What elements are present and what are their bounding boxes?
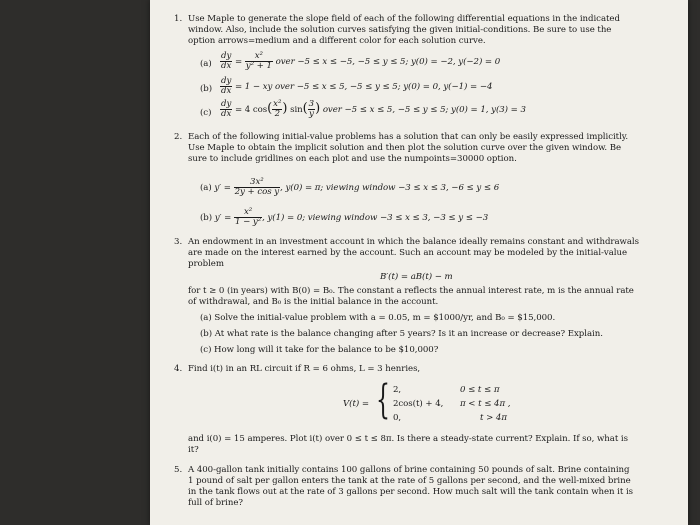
q4-piecewise-brace: { <box>376 377 390 423</box>
q1b-label: (b) <box>200 84 213 94</box>
q2-number: 2. <box>174 132 183 142</box>
q1b-equation: $\frac{dy}{dx}$ = 1 − xy over −5 ≤ x ≤ 5, −5 ≤ y ≤ 5; y(0) = 0, y(−1) = −4 <box>221 76 493 96</box>
q4-case2-value: 2cos(t) + 4, <box>393 399 444 409</box>
q1a-conditions: over −5 ≤ x ≤ −5, −5 ≤ y ≤ 5; y(0) = −2, y(−2) = 0 <box>275 57 501 67</box>
q1b-conditions: = 1 − xy over −5 ≤ x ≤ 5, −5 ≤ y ≤ 5; y(0) = 0, y(−1) = −4 <box>234 82 493 92</box>
q3-line1: An endowment in an investment account in which the balance ideally remains constant and withdrawals <box>188 237 639 247</box>
q5-line3: in the tank flows out at the rate of 3 gallons per second. How much salt will the tank contain when it is <box>188 487 634 497</box>
q4-line1: Find i(t) in an RL circuit if R = 6 ohms, L = 3 henries, <box>188 364 421 374</box>
q4-line3: it? <box>188 445 199 455</box>
q3-line4: for t ≥ 0 (in years) with B(0) = B₀. The constant a reflects the annual interest rate, m is the annual rate <box>188 286 634 296</box>
q3-part-a: (a) Solve the initial-value problem with a = 0.05, m = $1000/yr, and B₀ = $15,000. <box>200 313 556 323</box>
q3-part-c: (c) How long will it take for the balance to be $10,000? <box>200 345 439 355</box>
q4-case3-value: 0, <box>393 413 402 423</box>
q5-line2: 1 pound of salt per gallon enters the tank at the rate of 5 gallons per second, and the well-mixed brine <box>188 476 631 486</box>
q1-line1: Use Maple to generate the slope field of each of the following differential equations in the indicated <box>188 14 620 24</box>
q1a-lhs-fraction: $\frac{dy}{dx}$ <box>221 51 232 71</box>
q2a-equation: (a) y′ = $\frac{\text{3x²}}{\text{2y + cos y}}$ , y(0) = π; viewing window −3 ≤ x ≤ 3, −6 ≤ y ≤ 6 <box>200 177 500 197</box>
q2b-conditions: , y(1) = 0; viewing window −3 ≤ x ≤ 3, −3 ≤ y ≤ −3 <box>262 213 489 223</box>
q1c-label: (c) <box>200 108 212 118</box>
q2-line1: Each of the following initial-value problems has a solution that can only be easily expressed implicitly. <box>188 132 629 142</box>
q1-line2: window. Also, include the solution curves satisfying the given initial-conditions. Be sure to use the <box>188 25 612 35</box>
q3-line2: are made on the interest earned by the account. Such an account may be modeled by the initial-value <box>188 248 627 258</box>
q1a-label: (a) <box>200 59 212 69</box>
q1c-equation: $\frac{dy}{dx}$ = 4 cos( $\frac{\text{x²}}{2}$ ) sin( $\frac{3}{y}$ ) over −5 ≤ x ≤ 5, −5 ≤ y ≤ 5; y(0) = 1, y(3) = 3 <box>221 99 526 119</box>
q4-line2: and i(0) = 15 amperes. Plot i(t) over 0 ≤ t ≤ 8π. Is there a steady-state current? Explain. If so, what is <box>188 434 628 444</box>
q4-case1-value: 2, <box>393 385 402 395</box>
q5-line4: full of brine? <box>188 498 243 508</box>
homework-sheet <box>150 0 688 525</box>
q1c-conditions: over −5 ≤ x ≤ 5, −5 ≤ y ≤ 5; y(0) = 1, y(3) = 3 <box>322 105 526 115</box>
q2a-conditions: , y(0) = π; viewing window −3 ≤ x ≤ 3, −6 ≤ y ≤ 6 <box>280 183 500 193</box>
q5-number: 5. <box>174 465 183 475</box>
q1-number: 1. <box>174 14 183 24</box>
q1a-rhs-fraction: $\frac{\text{x²}}{\text{y² + 1}}$ <box>245 51 272 71</box>
q2-line2: Use Maple to obtain the implicit solution and then plot the solution curve over the given window. Be <box>188 143 622 153</box>
q5-line1: A 400-gallon tank initially contains 100 gallons of brine containing 50 pounds of salt. Brine containing <box>188 465 630 475</box>
q4-number: 4. <box>174 364 183 374</box>
q3-number: 3. <box>174 237 183 247</box>
q1a-equation: $\frac{dy}{dx}$ = $\frac{\text{x²}}{\text{y² + 1}}$ over −5 ≤ x ≤ −5, −5 ≤ y ≤ 5; y(0) = −2, y(−2) = 0 <box>221 51 501 71</box>
q3-line5: of withdrawal, and B₀ is the initial balance in the account. <box>188 297 439 307</box>
q2b-equation: (b) y′ = $\frac{\text{x²}}{\text{1 − y²}}$ , y(1) = 0; viewing window −3 ≤ x ≤ 3, −3 ≤ y ≤ −3 <box>200 207 489 227</box>
q4-v-label: V(t) = <box>343 399 369 409</box>
q4-case2-condition: π < t ≤ 4π , <box>460 399 511 409</box>
q4-case3-condition: t > 4π <box>480 413 507 423</box>
q4-case1-condition: 0 ≤ t ≤ π <box>460 385 500 395</box>
q3-equation: B′(t) = aB(t) − m <box>380 272 453 282</box>
q3-line3: problem <box>188 259 224 269</box>
q1-line3: option arrows=medium and a different color for each solution curve. <box>188 36 486 46</box>
q2-line3: sure to include gridlines on each plot and use the numpoints=30000 option. <box>188 154 517 164</box>
q3-part-b: (b) At what rate is the balance changing after 5 years? Is it an increase or decrease? Explain. <box>200 329 603 339</box>
